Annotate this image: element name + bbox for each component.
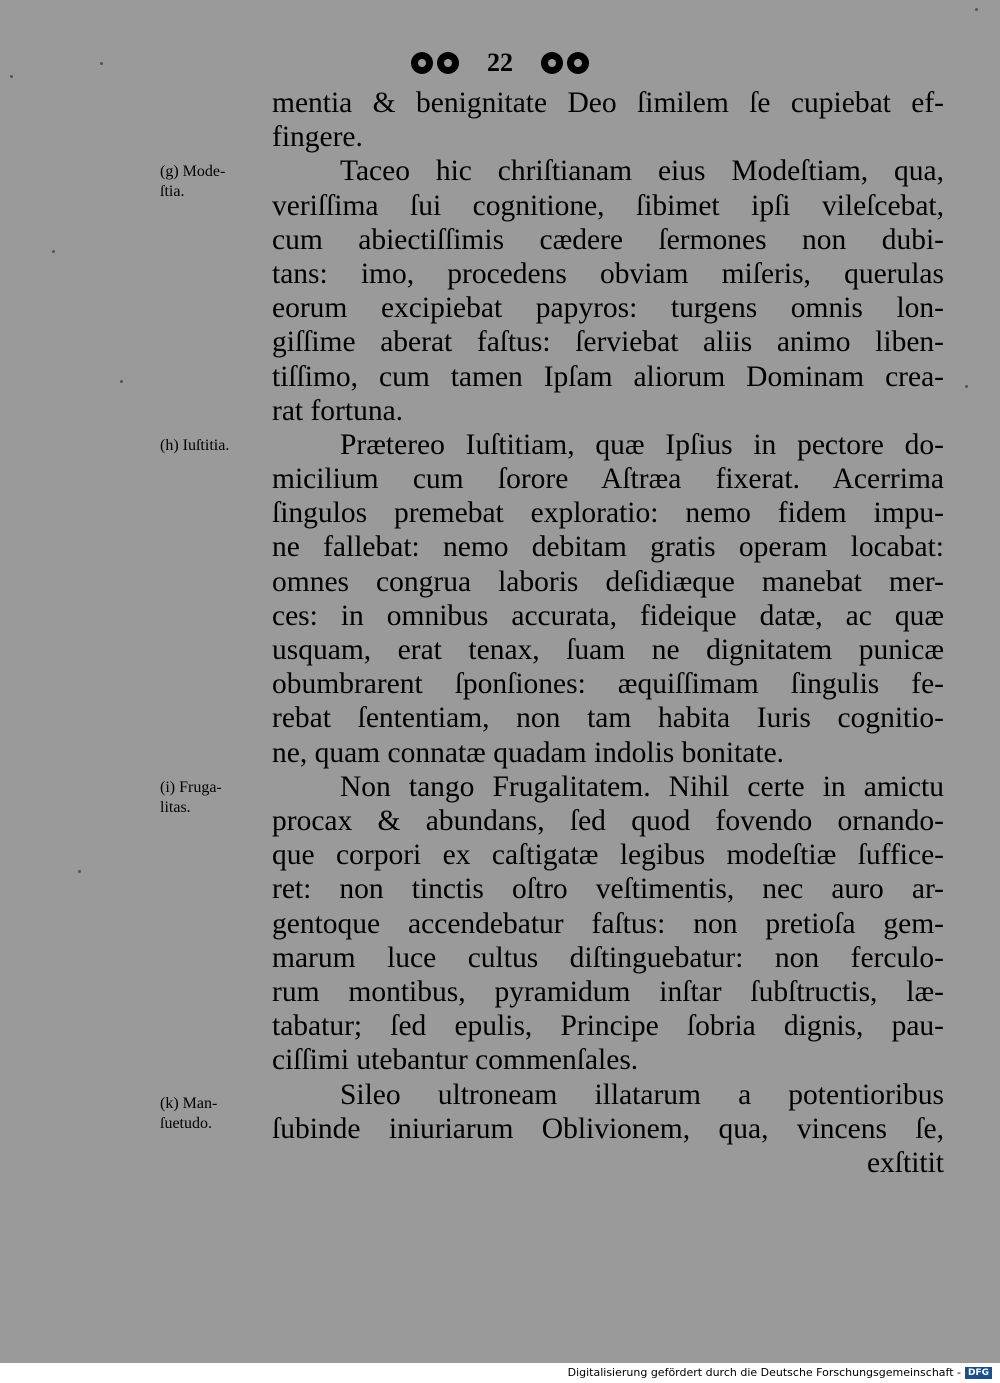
text-line: tabatur; ſed epulis, Principe ſobria dignis, pau-	[272, 1010, 944, 1043]
scan-speck	[52, 250, 55, 253]
scan-speck	[975, 8, 978, 11]
catchword: exſtitit	[866, 1146, 944, 1179]
text-line: tiſſimo, cum tamen Ipſam aliorum Dominam crea-	[272, 360, 944, 393]
text-line: eorum excipiebat papyros: turgens omnis lon-	[272, 292, 944, 325]
text-line: rat fortuna.	[272, 394, 404, 427]
text-line: veriſſima ſui cognitione, ſibimet ipſi vileſcebat,	[272, 189, 944, 222]
scan-speck	[78, 870, 81, 873]
text-line: ne fallebat: nemo debitam gratis operam locabat:	[272, 531, 944, 564]
footer-text: Digitalisierung gefördert durch die Deutsche Forschungsgemeinschaft -	[567, 1366, 961, 1379]
text-line: micilium cum ſorore Aſtræa fixerat. Acerrima	[272, 463, 944, 496]
text-line: omnes congrua laboris deſidiæque manebat mer-	[272, 565, 944, 598]
text-line: ne, quam connatæ quadam indolis bonitate.	[272, 736, 785, 769]
text-line: ciſſimi utebantur commenſales.	[272, 1044, 639, 1077]
marginal-note-iustitia: (h) Iuſtitia.	[160, 437, 230, 454]
text-line: fingere.	[272, 121, 363, 154]
ornament-right-icon	[541, 52, 589, 74]
text-line: ſubinde iniuriarum Oblivionem, qua, vincens ſe,	[272, 1112, 944, 1145]
text-line: ces: in omnibus accurata, fideique datæ, ac quæ	[272, 599, 944, 632]
marginal-note-mansuetudo: (k) Man- ſuetudo.	[160, 1095, 218, 1132]
paragraph-start-iustitia: Prætereo Iuſtitiam, quæ Ipſius in pectore do-	[340, 428, 944, 461]
page-number: 22	[487, 48, 513, 77]
text-line: cum abiectiſſimis cædere ſermones non dubi-	[272, 223, 944, 256]
text-line: ret: non tinctis oſtro veſtimentis, nec auro ar-	[272, 873, 944, 906]
paragraph-start-modestia: Taceo hic chriſtianam eius Modeſtiam, qua,	[340, 155, 944, 188]
text-line: ſingulos premebat exploratio: nemo fidem impu-	[272, 497, 944, 530]
scan-speck	[120, 380, 123, 383]
body-text	[272, 86, 944, 1180]
marginal-note-frugalitas: (i) Fruga- litas.	[160, 779, 222, 816]
scan-speck	[965, 385, 968, 388]
text-line: obumbrarent ſponſiones: æquiſſimam ſingulis fe-	[272, 668, 944, 701]
footer-credit	[568, 1366, 992, 1379]
text-line: gentoque accendebatur faſtus: non pretioſa gem-	[272, 907, 944, 940]
page-header	[0, 48, 1000, 78]
text-line: rebat ſententiam, non tam habita Iuris cognitio-	[272, 702, 944, 735]
text-line: que corpori ex caſtigatæ legibus modeſtiæ ſuffice-	[272, 839, 944, 872]
text-line: marum luce cultus diſtinguebatur: non ferculo-	[272, 941, 944, 974]
paragraph-start-mansuetudo: Sileo ultroneam illatarum a potentioribus	[340, 1078, 944, 1111]
paragraph-start-frugalitas: Non tango Frugalitatem. Nihil certe in amictu	[340, 770, 944, 803]
scan-speck	[10, 75, 13, 78]
marginal-note-modestia: (g) Mode- ſtia.	[160, 163, 226, 200]
text-line: rum montibus, pyramidum inſtar ſubſtructis, læ-	[272, 975, 944, 1008]
dfg-logo-icon: DFG	[965, 1367, 992, 1379]
text-line: procax & abundans, ſed quod fovendo ornando-	[272, 804, 944, 837]
text-line: giſſime aberat faſtus: ſerviebat aliis animo liben-	[272, 326, 944, 359]
scan-speck	[100, 62, 103, 65]
ornament-left-icon	[411, 52, 459, 74]
text-line: usquam, erat tenax, ſuam ne dignitatem punicæ	[272, 634, 944, 667]
text-line: tans: imo, procedens obviam miſeris, querulas	[272, 257, 944, 290]
text-line: mentia & benignitate Deo ſimilem ſe cupiebat ef-	[272, 87, 944, 119]
